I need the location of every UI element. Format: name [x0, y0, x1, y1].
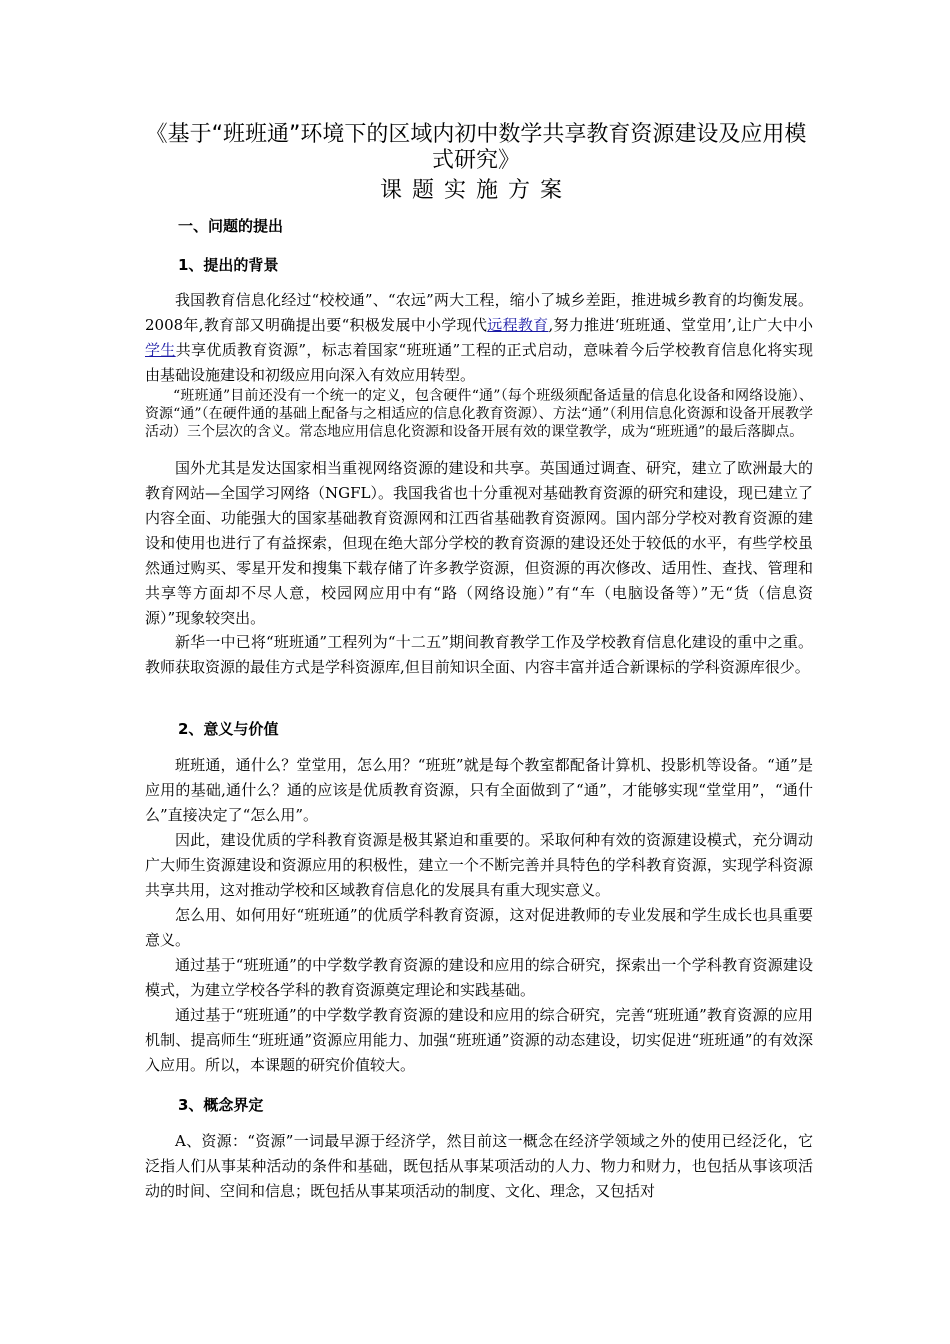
document-title: 《基于“班班通”环境下的区域内初中数学共享教育资源建设及应用模式研究》	[145, 122, 807, 173]
paragraph-significance-5: 通过基于“班班通”的中学数学教育资源的建设和应用的综合研究，完善“班班通”教育资源的应用机制、提高师生“班班通”资源应用能力、加强“班班通”资源的动态建设，切实促进“班班通”的有效深入应用。所以，本课题的研究价值较大。	[145, 1006, 813, 1074]
paragraph-text: ,努力推进‘班班通、堂堂用’,让广大中小	[548, 316, 813, 334]
document-subtitle: 课题实施方案	[379, 178, 572, 203]
section-heading-1: 一、问题的提出	[178, 217, 284, 235]
paragraph-background	[145, 288, 813, 388]
paragraph-significance-4: 通过基于“班班通”的中学数学教育资源的建设和应用的综合研究，探索出一个学科教育资源建设模式，为建立学校各学科的教育资源奠定理论和实践基础。	[145, 956, 813, 999]
section-heading-significance: 2、意义与价值	[178, 720, 279, 738]
remote-education-link[interactable]: 远程教育	[487, 316, 549, 334]
paragraph-text: 我国教育信息化经过“校校通”、“农远”两大工程，缩小了城乡差距，推进城乡教育的均衡发展。2008年,教育部又明确提出要“积极发展中小学现代	[145, 291, 813, 334]
student-link[interactable]: 学生	[145, 341, 176, 359]
section-heading-concepts: 3、概念界定	[178, 1096, 264, 1114]
paragraph-definition: “班班通”目前还没有一个统一的定义，包含硬件“通”（每个班级须配备适量的信息化设备和网络设施）、资源“通”（在硬件通的基础上配备与之相适应的信息化教育资源）、方法“通”（利用信息化资源和设备开展教学活动）三个层次的含义。常态地应用信息化资源和设备开展有效的课堂教学，成为“班班通”的最后落脚点。	[145, 388, 813, 440]
paragraph-overseas: 国外尤其是发达国家相当重视网络资源的建设和共享。英国通过调查、研究，建立了欧洲最大的教育网站—全国学习网络（NGFL）。我国我省也十分重视对基础教育资源的研究和建设，现已建立了内容全面、功能强大的国家基础教育资源网和江西省基础教育资源网。国内部分学校对教育资源的建设和使用也进行了有益探索，但现在绝大部分学校的教育资源的建设还处于较低的水平，有些学校虽然通过购买、零星开发和搜集下载存储了许多教学资源，但资源的再次修改、适用性、查找、管理和共享等方面却不尽人意，校园网应用中有“路（网络设施）”有“车（电脑设备等）”无“货（信息资源）”现象较突出。	[145, 459, 813, 627]
section-heading-background: 1、提出的背景	[178, 256, 279, 274]
paragraph-significance-1: 班班通，通什么？堂堂用，怎么用？“班班”就是每个教室都配备计算机、投影机等设备。“通”是应用的基础,通什么？通的应该是优质教育资源，只有全面做到了“通”，才能够实现“堂堂用”，“通什么”直接决定了“怎么用”。	[145, 756, 813, 824]
paragraph-text: 共享优质教育资源”，标志着国家“班班通”工程的正式启动，意味着今后学校教育信息化将实现由基础设施建设和初级应用向深入有效应用转型。	[145, 341, 813, 384]
paragraph-significance-3: 怎么用、如何用好“班班通”的优质学科教育资源，这对促进教师的专业发展和学生成长也具重要意义。	[145, 906, 813, 949]
paragraph-significance-2: 因此，建设优质的学科教育资源是极其紧迫和重要的。采取何种有效的资源建设模式，充分调动广大师生资源建设和资源应用的积极性，建立一个不断完善并具特色的学科教育资源，实现学科资源共享共用，这对推动学校和区域教育信息化的发展具有重大现实意义。	[145, 831, 813, 899]
paragraph-concepts: A、资源：“资源”一词最早源于经济学，然目前这一概念在经济学领域之外的使用已经泛化，它泛指人们从事某种活动的条件和基础，既包括从事某项活动的人力、物力和财力，也包括从事该项活动的时间、空间和信息；既包括从事某项活动的制度、文化、理念，又包括对	[145, 1132, 813, 1200]
paragraph-school: 新华一中已将“班班通”工程列为“十二五”期间教育教学工作及学校教育信息化建设的重中之重。教师获取资源的最佳方式是学科资源库,但目前知识全面、内容丰富并适合新课标的学科资源库很少。	[145, 633, 813, 676]
